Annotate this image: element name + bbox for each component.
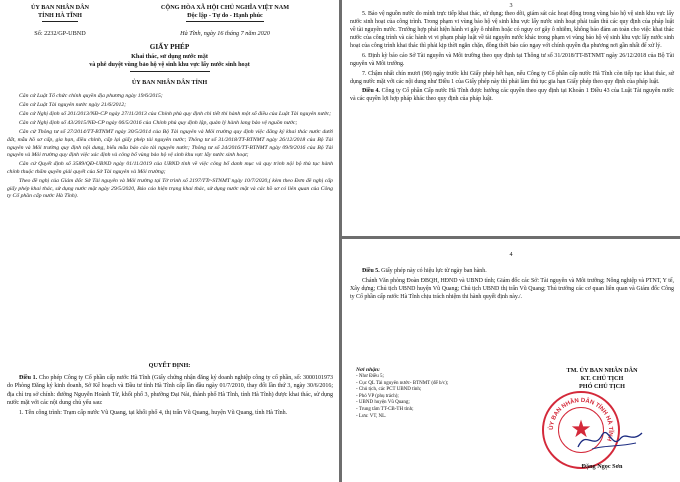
recipients-title: Nơi nhận: bbox=[356, 367, 380, 373]
obligation-5: 5. Bảo vệ nguồn nước do mình trực tiếp khai thác, sử dụng; theo dõi, giám sát các hoạt động trong vùng bảo hộ vệ sinh khu vực lấy nước sinh hoạt của công trình. Trong phạm vi vùng bảo hộ vệ sinh khu vực lấy nước sinh hoạt phải tuân thủ các quy định của pháp luật về tài nguyên nước. Trường hợp phát hiện hành vi gây ô nhiễm hoặc có nguy cơ gây ô nhiễm, không bảo đảm an toàn cho việc khai thác nước của công trình và các hành vi vi phạm pháp luật về tài nguyên nước khác trong phạm vi vùng bảo hộ vệ sinh khu vực lấy nước sinh hoạt của công trình khai thác thì phải kịp thời ngăn chặn, đồng thời báo cáo ngay với chính quyền địa phương nơi gần nhất để xử lý. bbox=[350, 11, 674, 50]
place-date: Hà Tĩnh, ngày 16 tháng 7 năm 2020 bbox=[180, 30, 270, 37]
national-title: CỘNG HÒA XÃ HỘI CHỦ NGHĨA VIỆT NAM bbox=[160, 4, 290, 11]
recipient: - Trung tâm TT-CB-TH tỉnh; bbox=[356, 406, 414, 412]
basis-item: Căn cứ Luật Tổ chức chính quyền địa phương ngày 19/6/2015; bbox=[19, 93, 163, 99]
seal-star-icon: ★ bbox=[570, 417, 592, 443]
recipient: - UBND huyện Vũ Quang; bbox=[356, 400, 410, 406]
decision-heading: QUYẾT ĐỊNH: bbox=[148, 362, 191, 369]
basis-item: Căn cứ Nghị định số 201/2013/NĐ-CP ngày 27/11/2013 của Chính phủ quy định chi tiết thi hành một số điều của Luật Tài nguyên nước; bbox=[19, 111, 332, 118]
article-1-heading: Điều 1. bbox=[19, 375, 38, 381]
legal-bases bbox=[7, 93, 333, 202]
issuer-heading: ỦY BAN NHÂN DÂN TỈNH bbox=[131, 79, 208, 86]
subtitle-underline bbox=[130, 71, 210, 72]
page-number: 4 bbox=[509, 251, 513, 258]
article-1-item-1: 1. Tên công trình: Trạm cấp nước Vũ Quang, tại khối phố 4, thị trấn Vũ Quang, huyện Vũ Quang, tỉnh Hà Tĩnh. bbox=[19, 410, 288, 417]
svg-text:ỦY BAN NHÂN DÂN TỈNH HÀ TĨNH: ỦY BAN NHÂN DÂN TỈNH HÀ TĨNH bbox=[548, 397, 614, 442]
signature-header: TM. ỦY BAN NHÂN DÂN KT. CHỦ TỊCH PHÓ CHỦ TỊCH bbox=[566, 367, 638, 391]
article-1 bbox=[7, 374, 333, 419]
implementation-clause: Chánh Văn phòng Đoàn ĐBQH, HĐND và UBND tỉnh; Giám đốc các Sở: Tài nguyên và Môi trường; Nông nghiệp và PTNT, Y tế, Xây dựng; Chủ tịch UBND huyện Vũ Quang; Chủ tịch UBND thị trấn Vũ Quang; Thủ trưởng các cơ quan liên quan và Giám đốc Công ty Cổ phần cấp nước Hà Tĩnh chịu trách nhiệm thi hành quyết định này./. bbox=[350, 277, 674, 300]
final-articles bbox=[350, 267, 674, 302]
permit-page-1 bbox=[0, 0, 339, 482]
article-5-heading: Điều 5. bbox=[362, 268, 380, 274]
recipients-list bbox=[356, 374, 506, 420]
recipients-block bbox=[356, 367, 506, 420]
obligation-7: 7. Chậm nhất chín mươi (90) ngày trước khi Giấy phép hết hạn, nếu Công ty Cổ phần cấp nước Hà Tĩnh còn tiếp tục khai thác, sử dụng nước mặt với các nội dung như Điều 1 của Giấy phép này thì phải làm thủ tục gia hạn Giấy phép theo quy định của pháp luật. bbox=[350, 70, 674, 85]
basis-item: Căn cứ Quyết định số 3589/QĐ-UBND ngày 01/11/2019 của UBND tỉnh về việc công bố danh mục và quy trình nội bộ thủ tục hành chính thuộc thẩm quyền giải quyết của Sở Tài nguyên và Môi trường; bbox=[7, 161, 333, 175]
permit-page-3 bbox=[342, 0, 680, 236]
recipient: - Như Điều 5; bbox=[356, 374, 384, 379]
handwritten-signature bbox=[574, 425, 646, 455]
basis-item: Căn cứ Nghị định số 43/2015/NĐ-CP ngày 06/5/2016 của Chính phủ quy định lập, quản lý hành lang bảo vệ nguồn nước; bbox=[19, 120, 298, 127]
recipient: - Cục QL Tài nguyên nước- BTNMT (để b/c); bbox=[356, 380, 449, 386]
issuing-agency: ỦY BAN NHÂN DÂN TỈNH HÀ TĨNH bbox=[30, 4, 90, 20]
article-1-text: Cho phép Công ty Cổ phần cấp nước Hà Tĩnh (Giấy chứng nhận đăng ký doanh nghiệp công ty cổ phần, số: 3000101973 do Phòng Đăng ký kinh doanh, Sở Kế hoạch và Đầu tư tỉnh Hà Tĩnh cấp lần đầu ngày 01/7/2010, thay đổi lần thứ 3, ngày 30/6/2016; địa chỉ trụ sở chính: đường Nguyễn Hoành Từ, khối phố 3, phường Đại Nài, thành phố Hà Tĩnh, tỉnh Hà Tĩnh) được khai thác, sử dụng nước mặt với các nội dung chủ yếu sau: bbox=[7, 375, 334, 407]
document-subtitle: Khai thác, sử dụng nước mặt và phê duyệt vùng bảo hộ vệ sinh khu vực lấy nước sinh hoạt bbox=[89, 53, 250, 69]
permit-page-4 bbox=[342, 239, 680, 482]
basis-item: Căn cứ Luật Tài nguyên nước ngày 21/6/2012; bbox=[19, 102, 127, 109]
basis-item: Căn cứ Thông tư số 27/2014/TT-BTNMT ngày 30/5/2014 của Bộ Tài nguyên và Môi trường quy định việc đăng ký khai thác nước dưới đất, mẫu hồ sơ cấp, gia hạn, điều chỉnh, cấp lại giấy phép tài nguyên nước; Thông tư số 31/2018/TT-BTNMT ngày 26/12/2018 của Bộ Tài nguyên và Môi trường quy định nội dung, biểu mẫu báo cáo tài nguyên nước; Thông tư số 24/2016/TT-BTNMT ngày 09/9/2016 của Bộ Tài nguyên và Môi trường quy định việc xác định và công bố vùng bảo hộ vệ sinh khu vực lấy nước sinh hoạt; bbox=[7, 129, 333, 159]
document-title: GIẤY PHÉP bbox=[149, 43, 190, 51]
national-motto: Độc lập - Tự do - Hạnh phúc bbox=[187, 12, 263, 19]
article-5-text: Giấy phép này có hiệu lực từ ngày ban hành. bbox=[379, 268, 487, 274]
motto-underline bbox=[186, 21, 264, 22]
recipient: - Chủ tịch, các PCT UBND tỉnh; bbox=[356, 387, 422, 393]
obligations bbox=[350, 10, 674, 105]
obligation-6: 6. Định kỳ báo cáo Sở Tài nguyên và Môi trường theo quy định tại Thông tư số 31/2018/TT-BTNMT ngày 26/12/2018 của Bộ Tài nguyên và Môi trường. bbox=[350, 52, 674, 68]
signer-name: Đặng Ngọc Sơn bbox=[581, 463, 623, 470]
document-number: Số: 2232/GP-UBND bbox=[34, 30, 86, 37]
recipient: - Lưu: VT, NL. bbox=[356, 413, 387, 419]
article-4-text: Công ty Cổ phần Cấp nước Hà Tĩnh được hưởng các quyền theo quy định tại Khoản 1 Điều 43 của Luật Tài nguyên nước và các quyền lợi hợp pháp khác theo quy định của pháp luật. bbox=[350, 88, 674, 103]
agency-underline bbox=[42, 21, 78, 22]
recipient: - Phó VP (phụ trách); bbox=[356, 393, 399, 399]
basis-item: Theo đề nghị của Giám đốc Sở Tài nguyên và Môi trường tại Tờ trình số 2197/TTr-STNMT ngày 10/7/2020,( kèm theo Đơn đề nghị cấp giấy phép khai thác, sử dụng nước mặt ngày 29/5/2020, Báo cáo hiện trạng khai thác, sử dụng nước mặt và các hồ sơ có liên quan của Công ty Cổ phần cấp nước Hà Tĩnh). bbox=[7, 177, 333, 200]
article-4-heading: Điều 4. bbox=[362, 88, 380, 95]
page-number: 3 bbox=[509, 2, 513, 9]
